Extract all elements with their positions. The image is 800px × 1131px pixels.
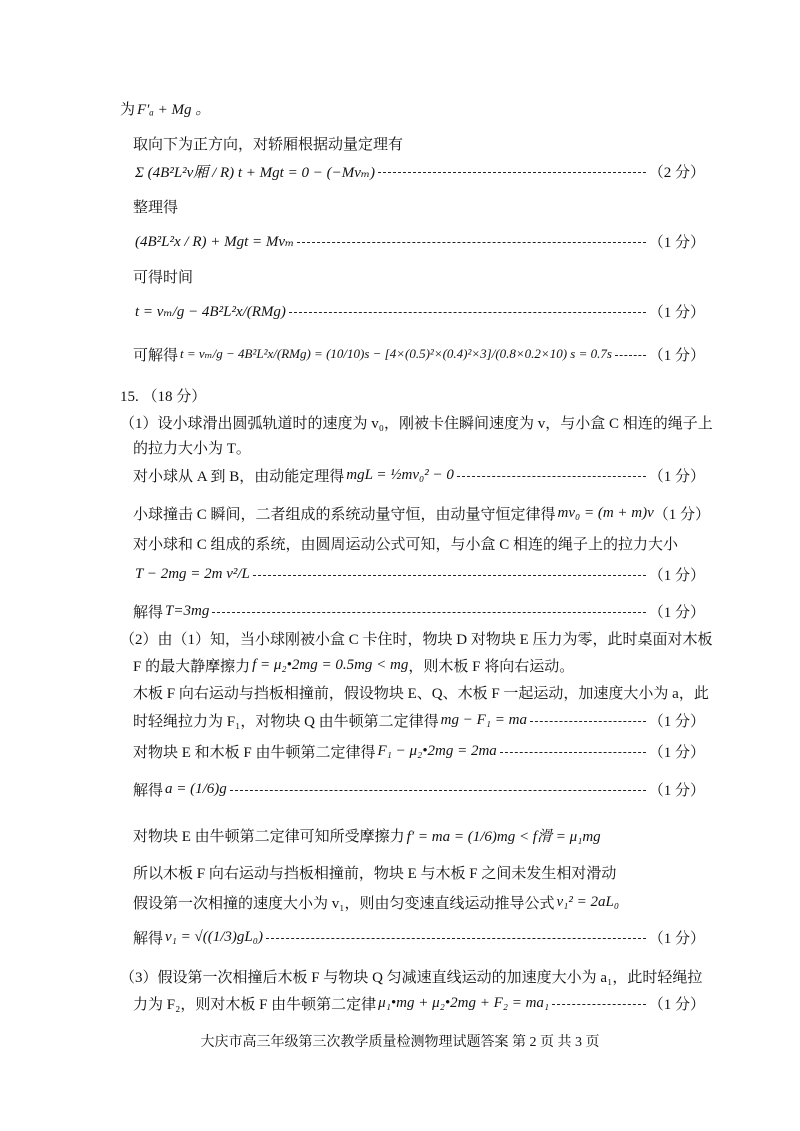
text: 可得时间 — [133, 269, 194, 286]
dash-leader — [230, 790, 646, 791]
formula: v₁ = √((1/3)gL₀) — [165, 928, 263, 945]
score: （1 分） — [648, 304, 705, 321]
text: 对物块 E 和木板 F 由牛顿第二定律得 — [133, 744, 376, 761]
line-4 — [133, 230, 705, 252]
text: （3）假设第一次相撞后木板 F 与物块 Q 匀减速直线运动的加速度大小为 a₁，此时轻绳拉 — [120, 969, 703, 986]
formula: mv₀ = (m + m)v — [557, 504, 654, 521]
line-15 — [133, 600, 705, 622]
line-13 — [133, 532, 705, 554]
line-7 — [133, 343, 705, 365]
text: 解得 — [133, 604, 164, 621]
formula: T − 2mg = 2m v²/L — [135, 565, 250, 582]
formula: F₁ − μ₂•2mg = 2ma — [377, 742, 497, 759]
formula: μ₁•mg + μ₂•2mg + F₂ = ma₁ — [378, 994, 550, 1011]
dash-leader — [212, 612, 645, 613]
text: 对物块 E 由牛顿第二定律可知所受摩擦力 — [133, 828, 405, 845]
line-23 — [133, 861, 705, 883]
text: 取向下为正方向，对轿厢根据动量定理有 — [133, 136, 404, 153]
text: 可解得 — [133, 347, 179, 364]
line-10 — [133, 436, 705, 458]
dash-leader — [530, 721, 646, 722]
formula: v₁² = 2aL₀ — [556, 893, 620, 910]
score: （1 分） — [648, 996, 705, 1013]
line-5 — [133, 265, 705, 287]
line-19 — [133, 709, 705, 731]
dash-leader — [378, 172, 646, 173]
text: 假设第一次相撞的速度大小为 v₁，则由匀变速直线运动推导公式 — [133, 895, 555, 912]
text: （1）设小球滑出圆弧轨道时的速度为 v₀，刚被卡住瞬间速度为 v，与小盒 C 相连的绳子上 — [120, 415, 713, 432]
dash-leader — [289, 312, 646, 313]
score: （1 分） — [648, 713, 705, 730]
dash-leader — [615, 355, 646, 356]
text: 对小球和 C 组成的系统，由圆周运动公式可知，与小盒 C 相连的绳子上的拉力大小 — [133, 536, 679, 553]
line-16 — [120, 627, 713, 649]
formula: t = vₘ/g − 4B²L²x/(RMg) — [135, 303, 286, 320]
score: （1 分） — [648, 468, 705, 485]
text: （2）由（1）知，当小球刚被小盒 C 卡住时，物块 D 对物块 E 压力为零，此时桌面对木板 — [120, 631, 713, 648]
text: 木板 F 向右运动与挡板相撞前，假设物块 E、Q、木板 F 一起运动，加速度大小为 a，此 — [133, 685, 709, 702]
dash-leader — [253, 575, 646, 576]
line-26 — [120, 965, 705, 987]
text: 整理得 — [133, 199, 179, 216]
score: （1 分） — [648, 782, 705, 799]
question-15-header — [120, 384, 705, 406]
line-21 — [133, 778, 705, 800]
text: 15. （18 分） — [120, 388, 207, 405]
score: （1 分） — [648, 234, 705, 251]
text: 为 — [120, 101, 136, 118]
text: 时轻绳拉力为 F₁，对物块 Q 由牛顿第二定律得 — [133, 713, 439, 730]
formula: mg − F₁ = ma — [440, 711, 527, 728]
line-25 — [133, 926, 705, 948]
line-2 — [133, 160, 705, 182]
score: （2 分） — [648, 164, 705, 181]
line-3 — [133, 195, 705, 217]
formula: (4B²L²x / R) + Mgt = Mvₘ — [135, 233, 295, 250]
line-6 — [133, 300, 705, 322]
formula: f′ = ma = (1/6)mg < f滑 = μ₁mg — [406, 828, 601, 845]
dash-leader — [552, 1004, 646, 1005]
text: 小球撞击 C 瞬间，二者组成的系统动量守恒，由动量守恒定律得 — [133, 506, 556, 523]
score: （1 分） — [648, 347, 705, 364]
score: （1 分） — [648, 567, 705, 584]
text: F 的最大静摩擦力 — [133, 658, 251, 675]
formula: Σ (4B²L²v厢 / R) t + Mgt = 0 − (−Mvₘ) — [135, 164, 376, 181]
page-footer: 大庆市高三年级第三次教学质量检测物理试题答案 第 2 页 共 3 页 — [200, 1035, 600, 1050]
line-11 — [133, 464, 705, 486]
formula: a = (1/6)g — [165, 780, 227, 797]
text: 解得 — [133, 782, 164, 799]
dash-leader — [500, 752, 646, 753]
score: （1 分） — [653, 506, 711, 523]
line-22 — [133, 824, 705, 846]
line-1 — [133, 132, 705, 154]
text: 所以木板 F 向右运动与挡板相撞前，物块 E 与木板 F 之间未发生相对滑动 — [133, 865, 617, 882]
line-12 — [133, 502, 711, 524]
line-14 — [133, 563, 705, 585]
line-27 — [133, 992, 705, 1014]
text: ，则木板 F 将向右运动。 — [408, 658, 575, 675]
line-24 — [133, 891, 705, 913]
formula: f = μ₂•2mg = 0.5mg < mg — [252, 656, 409, 673]
score: （1 分） — [648, 604, 705, 621]
dash-leader — [457, 476, 646, 477]
text: 力为 F₂，则对木板 F 由牛顿第二定律 — [133, 996, 377, 1013]
score: （1 分） — [648, 744, 705, 761]
line-18 — [133, 681, 709, 703]
text: 的拉力大小为 T。 — [133, 440, 251, 457]
line-20 — [133, 740, 705, 762]
score: （1 分） — [648, 930, 705, 947]
formula: t = vₘ/g − 4B²L²x/(RMg) = (10/10)s − [4×(0.5)²×(0.4)²×3]/(0.8×0.2×10) s = 0.7s — [180, 346, 612, 361]
line-9 — [120, 411, 713, 433]
dash-leader — [297, 242, 645, 243]
line-0 — [120, 97, 705, 119]
text: 对小球从 A 到 B，由动能定理得 — [133, 468, 345, 485]
formula: F′ₐ + Mg 。 — [137, 101, 211, 118]
text: 解得 — [133, 930, 164, 947]
formula: T=3mg — [165, 602, 210, 619]
line-17 — [133, 654, 705, 676]
formula: mgL = ½mv₀² − 0 — [346, 466, 454, 483]
dash-leader — [266, 938, 646, 939]
